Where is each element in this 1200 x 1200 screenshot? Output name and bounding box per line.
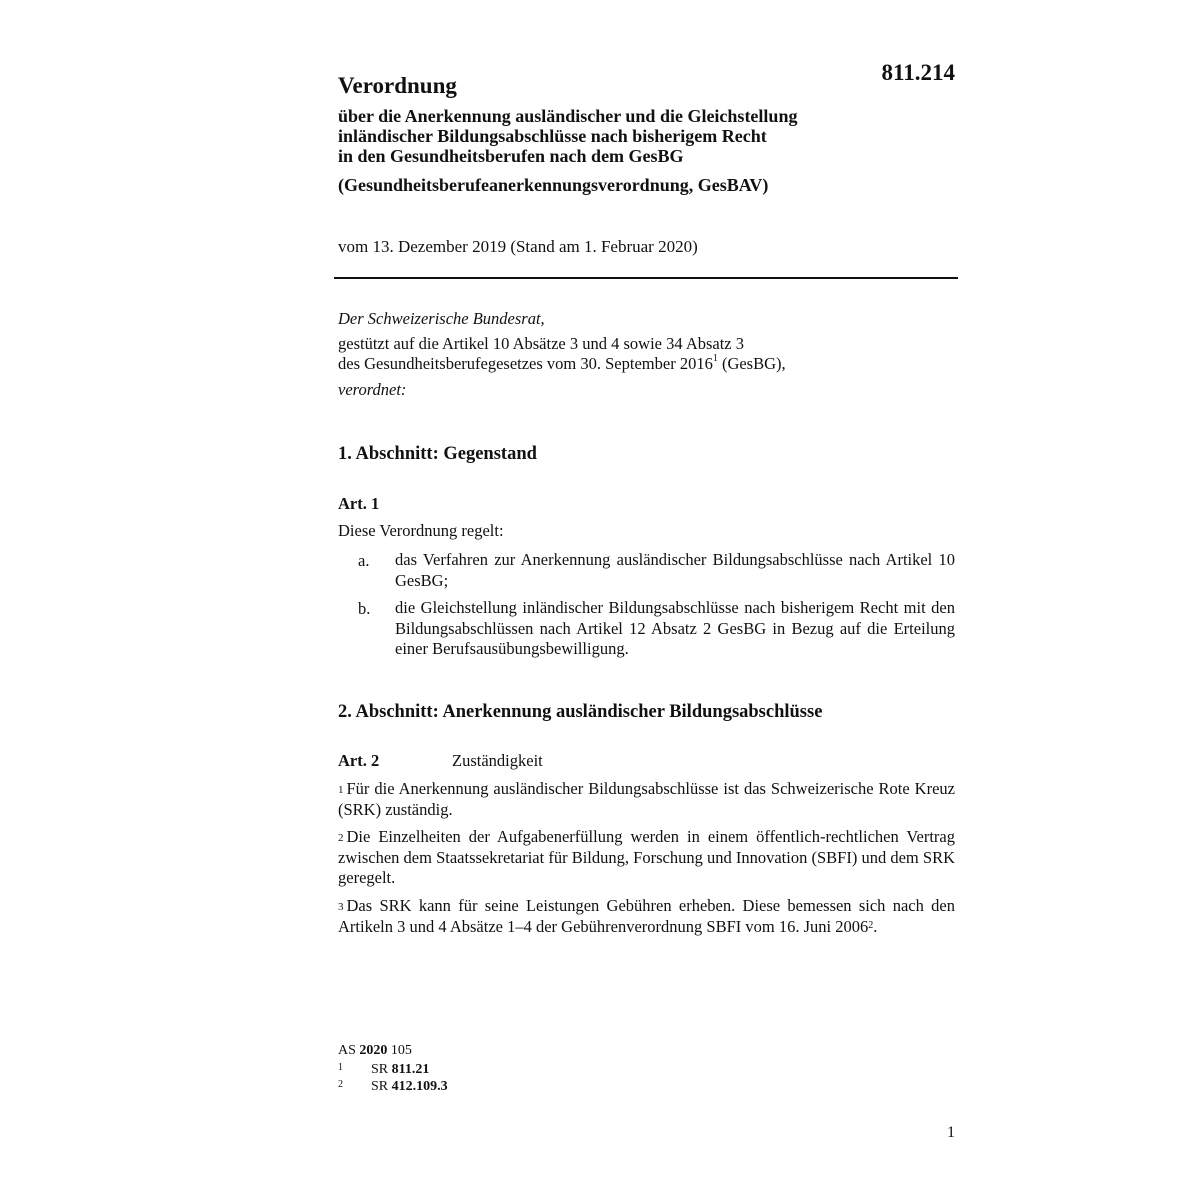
paragraph-text: Das SRK kann für seine Leistungen Gebühren erheben. Diese bemessen sich nach den Artikeln 3 und 4 Absätze 1–4 der Gebührenverordnung SBFI vom 16. Juni 2006 xyxy=(338,896,955,936)
short-title: (Gesundheitsberufeanerkennungsverordnung, GesBAV) xyxy=(338,175,769,195)
article-label: Art. 1 xyxy=(338,494,380,513)
subtitle-line: über die Anerkennung ausländischer und die Gleichstellung xyxy=(338,106,798,126)
article-paragraph xyxy=(338,779,955,820)
article-paragraph xyxy=(338,896,955,937)
preamble-authority: Der Schweizerische Bundesrat, xyxy=(338,309,545,328)
footnote-prefix: SR xyxy=(371,1079,392,1094)
preamble-decree: verordnet: xyxy=(338,380,407,399)
header-divider xyxy=(334,277,958,279)
footnote-sr-ref[interactable]: 811.21 xyxy=(391,1062,430,1077)
list-marker: b. xyxy=(358,599,371,618)
paragraph-text: Die Einzelheiten der Aufgabenerfüllung werden in einem öffentlich-rechtlichen Vertrag zwischen dem Staatssekretariat für Bildung, Forschung und Innovation (SBFI) und dem SRK geregelt. xyxy=(338,827,955,887)
preamble-basis-line1: gestützt auf die Artikel 10 Absätze 3 und 4 sowie 34 Absatz 3 xyxy=(338,334,745,353)
footnote-number: 1 xyxy=(338,1062,343,1073)
paragraph-text: Für die Anerkennung ausländischer Bildungsabschlüsse ist das Schweizerische Rote Kreuz (SRK) zuständig. xyxy=(338,779,955,819)
footnote-ref[interactable]: 2 xyxy=(868,919,874,931)
article-label: Art. 2 xyxy=(338,751,380,770)
preamble-basis-line2 xyxy=(338,354,786,374)
subtitle-line: inländischer Bildungsabschlüsse nach bisherigem Recht xyxy=(338,126,767,146)
article-paragraph xyxy=(338,827,955,889)
list-item: die Gleichstellung inländischer Bildungsabschlüsse nach bisherigem Recht mit den Bildungsabschlüssen nach Artikel 12 Absatz 2 GesBG in Bezug auf die Erteilung einer Berufsausübungsbewilligung. xyxy=(395,598,955,658)
preamble-basis-text-tail: (GesBG), xyxy=(717,354,786,373)
section-heading: 2. Abschnitt: Anerkennung ausländischer Bildungsabschlüsse xyxy=(338,702,823,722)
footnote-text xyxy=(371,1062,429,1078)
paragraph-text-tail: . xyxy=(873,916,878,936)
footnote-prefix: SR xyxy=(371,1062,392,1077)
preamble-basis-text: des Gesundheitsberufegesetzes vom 30. September 2016 xyxy=(338,354,713,373)
paragraph-number: 1 xyxy=(338,784,344,796)
list-marker: a. xyxy=(358,551,370,570)
footnote-number: 2 xyxy=(338,1079,343,1090)
paragraph-number: 3 xyxy=(338,901,344,913)
as-page: 105 xyxy=(387,1043,412,1058)
subtitle-line: in den Gesundheitsberufen nach dem GesBG xyxy=(338,146,684,166)
official-collection-ref xyxy=(338,1043,412,1059)
date-line: vom 13. Dezember 2019 (Stand am 1. Februar 2020) xyxy=(338,237,698,256)
document-title: Verordnung xyxy=(338,73,457,98)
sr-number: 811.214 xyxy=(881,60,955,85)
article-title: Zuständigkeit xyxy=(452,751,543,770)
paragraph-number: 2 xyxy=(338,832,344,844)
footnote-text xyxy=(371,1079,448,1095)
footnote-ref[interactable]: 1 xyxy=(712,353,718,364)
page-number: 1 xyxy=(947,1124,955,1141)
footnote-sr-ref[interactable]: 412.109.3 xyxy=(391,1079,448,1094)
document-subtitle xyxy=(338,106,797,166)
list-item: das Verfahren zur Anerkennung ausländischer Bildungsabschlüsse nach Artikel 10 GesBG; xyxy=(395,550,955,590)
section-heading: 1. Abschnitt: Gegenstand xyxy=(338,444,537,464)
as-prefix: AS xyxy=(338,1043,360,1058)
article-intro: Diese Verordnung regelt: xyxy=(338,521,504,540)
as-year: 2020 xyxy=(359,1043,388,1058)
